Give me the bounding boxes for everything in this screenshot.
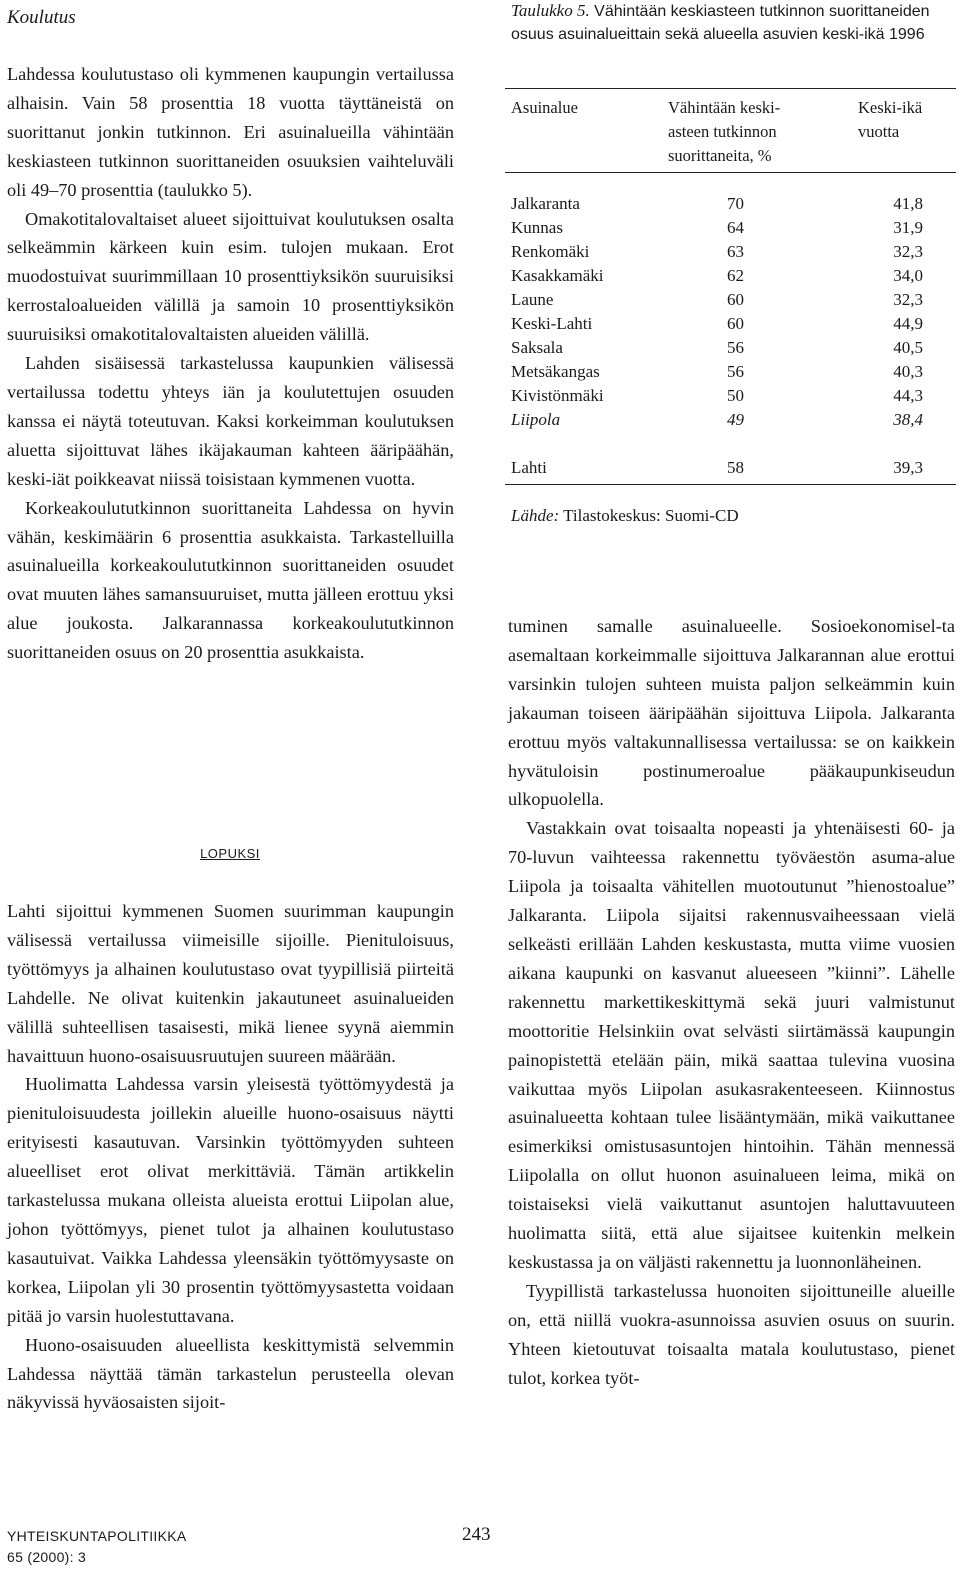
paragraph: Tyypillistä tarkastelussa huonoiten sijoittuneille alueille on, että niillä vuokra-asunnoissa asuvien osuus on suurin. Yhteen kietoutuvat toisaalta matala koulutustaso, pienet tulot, korkea työt- (508, 1280, 955, 1388)
table-header-rule (505, 172, 956, 173)
table-cell: Renkomäki (511, 242, 590, 261)
page-number: 243 (462, 1524, 491, 1545)
table-row (511, 240, 951, 264)
table-cell: 44,9 (893, 314, 923, 333)
right-text-block (508, 612, 955, 1392)
table-row (511, 336, 951, 360)
footer-journal (7, 1526, 187, 1568)
paragraph: Huono-osaisuuden alueellista keskittymistä selvemmin Lahdessa näyttää tämän tarkastelun perusteella olevan näkyvissä hyväosaisten sijoit- (7, 1334, 454, 1413)
paragraph: Lahti sijoittui kymmenen Suomen suurimman kaupungin välisessä vertailussa viimeisille sijoille. Pienituloisuus, työttömyys ja alhainen koulutustaso ovat tyypillisiä piirteitä Lahdelle. Ne olivat kuitenkin jakautuneet asuinalueiden välillä suhteellisen tasaisesti, mikä lienee syynä aiemmin havaittuun huono-osaisuusruutujen suureen määrään. (7, 901, 454, 1066)
table-cell: 34,0 (893, 266, 923, 285)
paragraph: tuminen samalle asuinalueelle. Sosioekonomisel-ta asemaltaan korkeimmalle sijoittuva Jalkarannan alue erottui varsinkin tulojen suhteen muista paljon selkeämmin kuin jakauman toiseen ääripäähän sijoittuva Liipola. Jalkaranta erottuu myös valtakunnallisessa vertailussa: se on kaikkein hyvätuloisin postinumeroalue pääkaupunkiseudun ulkopuolella. (508, 616, 955, 810)
table-cell: 44,3 (893, 386, 923, 405)
table-header-area: Asuinalue (511, 98, 578, 117)
table-cell: 56 (727, 338, 744, 357)
table-cell: 40,3 (893, 362, 923, 381)
section-heading: Koulutus (7, 7, 76, 28)
paragraph: Vastakkain ovat toisaalta nopeasti ja yhtenäisesti 60- ja 70-luvun vaihteessa rakennettu työväestön asuma-alue Liipola ja toisaalta vähitellen muotoutunut ”hienostoalue” Jalkaranta. Liipola sijaitsi rakennusvaiheessaan vielä selkeästi erillään Lahden keskustasta, mutta viime vuosien aikana kaupunki on kasvanut alueeseen ”kiinni”. Lähelle rakennettu markettikeskittymä sekä juuri valmistunut moottoritie Helsinkiin ovat selvästi siirtämässä kaupungin painopistettä etelään päin, mikä saattaa tulevina vuosina vaikuttaa myös Liipolan asukasrakenteeseen. Kiinnostus asuinalueetta kohtaan tulee lisääntymään, mikä vaikuttanee esimerkiksi omistusasuntojen hintoihin. Tähän mennessä Liipolalla on ollut huonon asuinalueen leima, mikä on toistaiseksi vielä vaikuttanut asuntojen haluttavuuteen huolimatta siitä, että alue sijaitsee kuitenkin melkein keskustassa ja on väljästi rakennettu ja luonnonläheinen. (508, 818, 955, 1272)
table-row (511, 216, 951, 240)
table-cell: 63 (727, 242, 744, 261)
table-bottom-rule (505, 484, 956, 485)
table-cell: 38,4 (893, 410, 923, 429)
table-row (511, 288, 951, 312)
table-cell: Laune (511, 290, 554, 309)
table-cell: Saksala (511, 338, 563, 357)
table-cell: Kasakkamäki (511, 266, 604, 285)
table-source-text: Tilastokeskus: Suomi-CD (563, 506, 739, 525)
table-cell: 62 (727, 266, 744, 285)
table-cell: 41,8 (893, 194, 923, 213)
table-cell: 58 (727, 458, 744, 477)
paragraph: Huolimatta Lahdessa varsin yleisestä työttömyydestä ja pienituloisuudesta joillekin alueille huono-osaisuus näytti erityisesti kasautuvan. Varsinkin työttömyyden suhteen alueelliset erot olivat merkittäviä. Tämän artikkelin tarkastelussa mukana olleista alueista erottui Liipolan alue, johon työttömyys, pienet tulot ja alhainen koulutustaso kasautuivat. Vaikka Lahdessa yleensäkin työttömyysaste on korkea, Liipolan yli 30 prosentin työttömyysastetta voidaan pitää jo varsin huolestuttavana. (7, 1074, 454, 1326)
table-cell: Keski-Lahti (511, 314, 593, 333)
table-cell: 56 (727, 362, 744, 381)
table-source-label: Lähde: (511, 506, 560, 525)
table-header-age: Keski-ikä vuotta (858, 98, 923, 141)
table-row (511, 408, 951, 432)
table-cell: 50 (727, 386, 744, 405)
table-total-row (511, 456, 951, 480)
paragraph: Omakotitalovaltaiset alueet sijoittuivat koulutuksen osalta selkeämmin kärkeen kuin esim. tulojen mukaan. Erot muodostuivat suurimmillaan 10 prosenttiyksikön suuruisiksi kerrostaloalueiden välillä ja samoin 10 prosenttiyksikön suuruisiksi omakotitalovaltaisten alueiden välillä. (7, 208, 454, 345)
table-cell: 32,3 (893, 290, 923, 309)
table-cell: 32,3 (893, 242, 923, 261)
table-cell: 40,5 (893, 338, 923, 357)
table-top-rule (505, 88, 956, 89)
paragraph: Korkeakoulututkinnon suorittaneita Lahdessa on hyvin vähän, keskimäärin 6 prosenttia asukkaista. Tarkastelluilla asuinalueilla korkeakoulututkinnon suorittaneiden osuudet ovat muuten lähes samansuuruiset, mutta jälleen erottuu yksi alue joukosta. Jalkarannassa korkeakoulututkinnon suorittaneiden osuus on 20 prosenttia asukkaista. (7, 497, 454, 663)
table-row (511, 264, 951, 288)
table-cell: 49 (727, 410, 744, 429)
table-row (511, 192, 951, 216)
journal-issue: 65 (2000): 3 (7, 1549, 87, 1565)
table-cell: Metsäkangas (511, 362, 600, 381)
table-cell: Jalkaranta (511, 194, 580, 213)
journal-name: YHTEISKUNTAPOLITIIKKA (7, 1528, 187, 1544)
table-cell: Liipola (511, 410, 561, 429)
table-cell: Kivistönmäki (511, 386, 604, 405)
table-cell: 70 (727, 194, 744, 213)
table-row (511, 312, 951, 336)
sub-heading: LOPUKSI (200, 846, 260, 861)
table-row (511, 384, 951, 408)
table-row (511, 360, 951, 384)
table-cell: Lahti (511, 458, 547, 477)
table-source (511, 504, 739, 528)
table-caption (511, 0, 954, 46)
table-header-education: Vähintään keski- asteen tutkinnon suorittaneita, % (668, 98, 781, 165)
paragraph: Lahden sisäisessä tarkastelussa kaupunkien välisessä vertailussa todettu yhteys iän ja koulutettujen osuuden kanssa ei näytä toteutuvan. Kaksi korkeimman koulutuksen aluetta sijoittuvat lähes ikäjakauman kahteen ääripäähän, keski-iät poikkeavat niissä toisistaan kymmenen vuotta. (7, 353, 454, 489)
table-cell: Kunnas (511, 218, 563, 237)
left-text-block-2 (7, 897, 454, 1417)
table-cell: 31,9 (893, 218, 923, 237)
table-cell: 60 (727, 314, 744, 333)
table-cell: 60 (727, 290, 744, 309)
left-text-block-1 (7, 60, 454, 667)
table-cell: 39,3 (893, 458, 923, 477)
table-cell: 64 (727, 218, 744, 237)
table-caption-label: Taulukko 5. (511, 1, 590, 20)
paragraph: Lahdessa koulutustaso oli kymmenen kaupungin vertailussa alhaisin. Vain 58 prosenttia 18 vuotta täyttäneistä on suorittanut jonkin tutkinnon. Eri asuinalueilla vähintään keskiasteen tutkinnon suorittaneiden osuuksien vaihteluväli oli 49–70 prosenttia (taulukko 5). (7, 64, 454, 200)
table-caption-text: Vähintään keskiasteen tutkinnon suorittaneiden osuus asuinalueittain sekä alueella asuvien keski-ikä 1996 (511, 3, 930, 43)
